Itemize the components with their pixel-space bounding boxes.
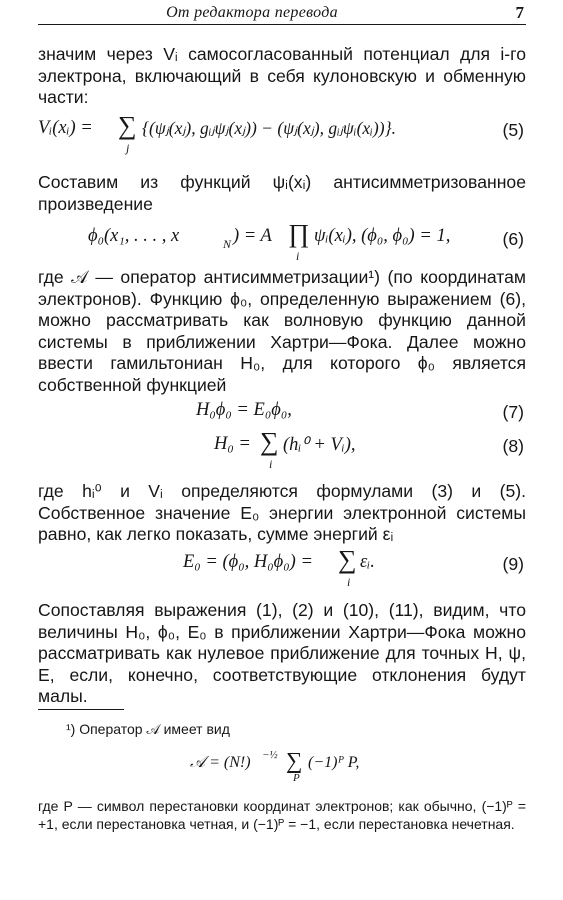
- page-header: [38, 0, 526, 25]
- equation-6-rhs: ψᵢ(xᵢ), (ϕ₀, ϕ₀) = 1,: [314, 226, 451, 246]
- sum-index: j: [126, 141, 130, 155]
- product-index: i: [296, 249, 300, 263]
- sum-symbol: ∑: [338, 545, 357, 574]
- paragraph-3: где 𝒜 — оператор антисимметризации¹) (по координатам электронов). Функцию ϕ₀, определенную выражением (6), можно рассматривать как волновую функцию данной системы в приближении Хартри—Фока. Далее можно ввести гамильтониан H₀, для которого ϕ₀ является собственной функцией: [38, 267, 526, 395]
- paragraph-2: Составим из функций ψᵢ(xᵢ) антисимметризованное произведение: [38, 172, 526, 214]
- paragraph-5: Сопоставляя выражения (1), (2) и (10), (11), видим, что величины H₀, ϕ₀, E₀ в приближении Хартри—Фока можно рассматривать как нулевое приближение для точных H, ψ, E, если, конечно, соответствующие отклонения будут малы.: [38, 600, 526, 706]
- equation-8-lhs: H₀ =: [214, 434, 251, 454]
- sum-index: P: [293, 772, 300, 784]
- footnote-rule: [38, 709, 124, 710]
- equation-8-rhs: (hᵢ⁰ + Vᵢ),: [283, 435, 356, 455]
- equation-6-number: (6): [502, 229, 524, 249]
- equation-5-rhs: {(ψⱼ(xⱼ), gᵢⱼψⱼ(xⱼ)) − (ψⱼ(xⱼ), gᵢⱼψᵢ(xᵢ))}.: [142, 118, 396, 138]
- equation-5-lhs: Vᵢ(xᵢ) =: [38, 118, 93, 138]
- equation-7-text: H₀ϕ₀ = E₀ϕ₀,: [196, 400, 292, 420]
- equation-7-number: (7): [502, 402, 524, 422]
- equation-6-lhs: ϕ₀(x₁, . . . , x: [88, 226, 180, 246]
- equation-5-number: (5): [502, 120, 524, 140]
- equation-9-rhs: εᵢ.: [360, 552, 375, 572]
- sum-symbol: ∑: [260, 427, 279, 456]
- equation-9-number: (9): [502, 554, 524, 574]
- equation-9-lhs: E₀ = (ϕ₀, H₀ϕ₀) =: [183, 552, 313, 572]
- sum-symbol: ∑: [286, 748, 303, 773]
- sum-symbol: ∑: [118, 111, 137, 140]
- footnote-formula-exponent: −½: [262, 749, 278, 761]
- equation-8-number: (8): [502, 436, 524, 456]
- page-number: 7: [515, 3, 524, 22]
- sum-index: i: [269, 457, 273, 471]
- paragraph-1: значим через Vᵢ самосогласованный потенциал для i-го электрона, включающий в себя кулоновскую и обменную части:: [38, 44, 526, 107]
- footnote-text: где P — символ перестановки координат электронов; как обычно, (−1)ᴾ = +1, если перестановка четная, и (−1)ᴾ = −1, если перестановка нечетная.: [38, 798, 526, 832]
- running-head: От редактора перевода: [166, 4, 338, 21]
- footnote-formula-rhs: (−1)ᴾ P,: [308, 754, 360, 771]
- footnote-formula-lhs: 𝒜 = (N!): [190, 754, 251, 771]
- footnote-intro: ¹) Оператор 𝒜 имеет вид: [66, 721, 230, 737]
- equation-6-subscript: N: [223, 237, 232, 251]
- book-page: [38, 0, 526, 900]
- equation-6-mid: ) = A: [233, 226, 272, 246]
- sum-index: i: [347, 575, 351, 589]
- paragraph-4: где hᵢ⁰ и Vᵢ определяются формулами (3) и (5). Собственное значение E₀ энергии электронной системы равно, как легко показать, сумме энергий εᵢ: [38, 481, 526, 544]
- product-symbol: ∏: [288, 219, 310, 248]
